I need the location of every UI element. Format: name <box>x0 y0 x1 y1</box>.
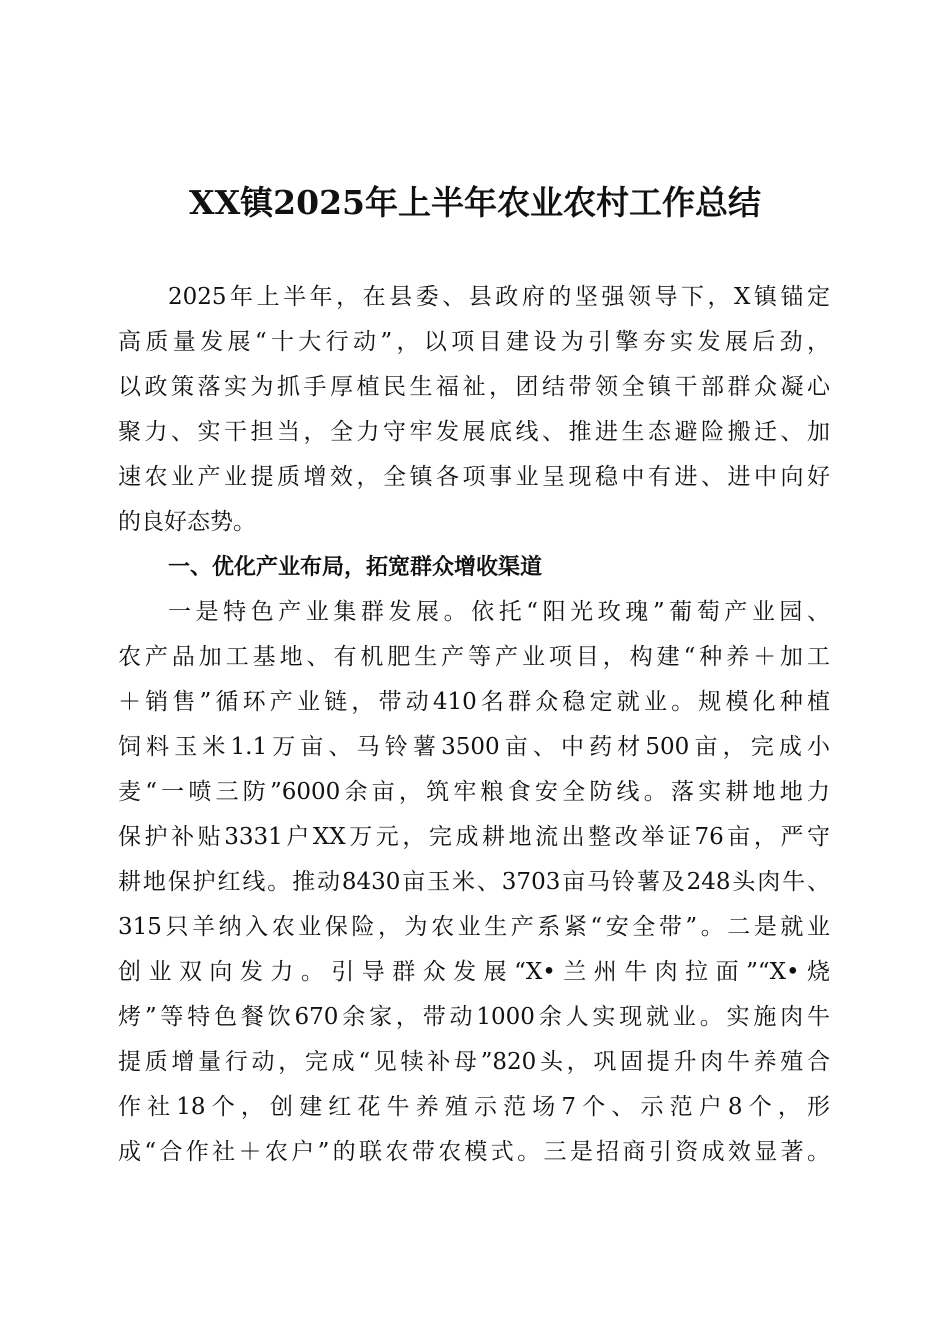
paragraph-line: 农产品加工基地、有机肥生产等产业项目，构建“种养＋加工 <box>118 644 830 670</box>
paragraph-line: 以政策落实为抓手厚植民生福祉，团结带领全镇干部群众凝心 <box>118 374 830 400</box>
paragraph-line: 耕地保护红线。推动8430亩玉米、3703亩马铃薯及248头肉牛、 <box>118 869 830 895</box>
paragraph-line: 速农业产业提质增效，全镇各项事业呈现稳中有进、进中向好 <box>118 464 830 490</box>
paragraph-line: 聚力、实干担当，全力守牢发展底线、推进生态避险搬迁、加 <box>118 419 830 445</box>
paragraph-line: ＋销售”循环产业链，带动410名群众稳定就业。规模化种植 <box>118 689 830 715</box>
paragraph-line: 作社18个，创建红花牛养殖示范场7个、示范户8个，形 <box>118 1094 830 1120</box>
paragraph-line: 创业双向发力。引导群众发展“X•兰州牛肉拉面”“X•烧 <box>118 959 830 985</box>
paragraph-line: 成“合作社＋农户”的联农带农模式。三是招商引资成效显著。 <box>118 1139 830 1165</box>
paragraph-line: 提质增量行动，完成“见犊补母”820头，巩固提升肉牛养殖合 <box>118 1049 830 1075</box>
paragraph-line: 315只羊纳入农业保险，为农业生产系紧“安全带”。二是就业 <box>118 914 830 940</box>
section-heading: 一、优化产业布局，拓宽群众增收渠道 <box>168 555 543 580</box>
paragraph-line: 2025年上半年，在县委、县政府的坚强领导下，X镇锚定 <box>168 284 830 310</box>
paragraph-line: 麦“一喷三防”6000余亩，筑牢粮食安全防线。落实耕地地力 <box>118 779 830 805</box>
paragraph-line: 烤”等特色餐饮670余家，带动1000余人实现就业。实施肉牛 <box>118 1004 830 1030</box>
paragraph-line: 保护补贴3331户XX万元，完成耕地流出整改举证76亩，严守 <box>118 824 830 850</box>
paragraph-line: 的良好态势。 <box>118 509 256 535</box>
paragraph-line: 饲料玉米1.1万亩、马铃薯3500亩、中药材500亩，完成小 <box>118 734 830 760</box>
paragraph-line: 高质量发展“十大行动”，以项目建设为引擎夯实发展后劲， <box>118 329 830 355</box>
document-body <box>118 275 830 1175</box>
section1-paragraph <box>118 590 830 1175</box>
document-title: XX镇2025年上半年农业农村工作总结 <box>188 183 762 222</box>
intro-paragraph <box>118 275 830 545</box>
paragraph-line: 一是特色产业集群发展。依托“阳光玫瑰”葡萄产业园、 <box>168 599 830 625</box>
